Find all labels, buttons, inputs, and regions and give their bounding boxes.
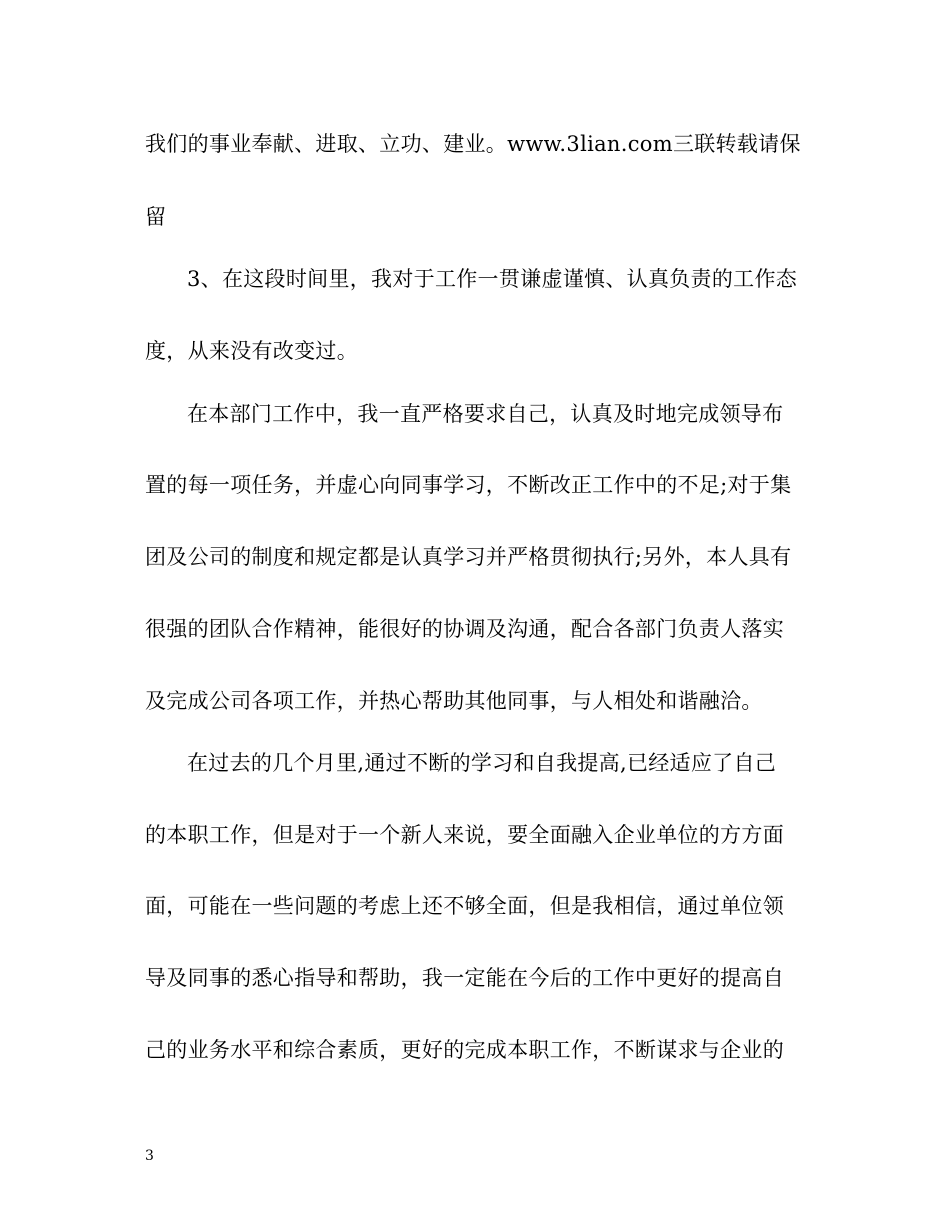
text-line: 的本职工作，但是对于一个新人来说，要全面融入企业单位的方方面: [145, 823, 784, 847]
paragraph-start-line: 在过去的几个月里,通过不断的学习和自我提高,已经适应了自己: [187, 751, 777, 775]
paragraph-start-line: 在本部门工作中，我一直严格要求自己，认真及时地完成领导布: [187, 402, 784, 426]
text-line: 很强的团队合作精神，能很好的协调及沟通，配合各部门负责人落实: [145, 617, 784, 641]
text-line: 导及同事的悉心指导和帮助，我一定能在今后的工作中更好的提高自: [145, 966, 784, 990]
text-line: 我们的事业奉献、进取、立功、建业。www.3lian.com三联转载请保: [145, 132, 801, 156]
text-line: 己的业务水平和综合素质，更好的完成本职工作，不断谋求与企业的: [145, 1038, 784, 1062]
text-line: 团及公司的制度和规定都是认真学习并严格贯彻执行;另外，本人具有: [145, 545, 792, 569]
text-line: 留: [145, 205, 167, 229]
page-number: 3: [145, 1148, 154, 1164]
text-line: 置的每一项任务，并虚心向同事学习，不断改正工作中的不足;对于集: [145, 473, 792, 497]
paragraph-start-line: 3、在这段时间里，我对于工作一贯谦虚谨慎、认真负责的工作态: [187, 267, 798, 291]
text-line: 度，从来没有改变过。: [145, 339, 358, 363]
text-line: 面，可能在一些问题的考虑上还不够全面，但是我相信，通过单位领: [145, 894, 784, 918]
text-line: 及完成公司各项工作，并热心帮助其他同事，与人相处和谐融洽。: [145, 689, 763, 713]
